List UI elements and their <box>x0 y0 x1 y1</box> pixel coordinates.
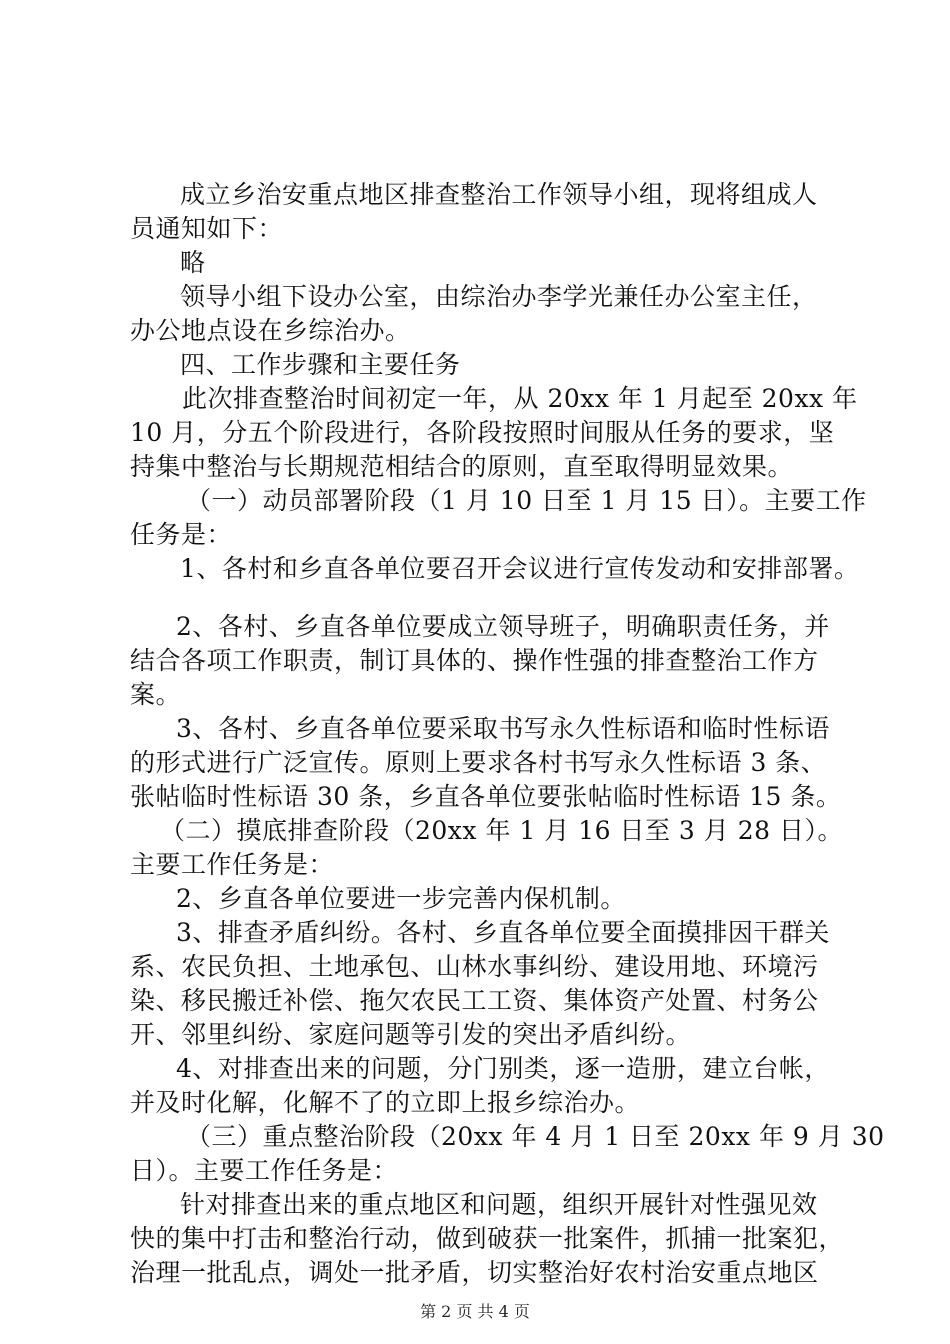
text-line: 案。 <box>130 680 182 709</box>
text-line: 10 月，分五个阶段进行，各阶段按照时间服从任务的要求，坚 <box>130 418 835 447</box>
text-line: 的形式进行广泛宣传。原则上要求各村书写永久性标语 3 条、 <box>130 748 827 777</box>
text-line: 此次排查整治时间初定一年，从 20xx 年 1 月起至 20xx 年 <box>182 384 858 413</box>
text-line: 结合各项工作职责，制订具体的、操作性强的排查整治工作方 <box>130 646 819 675</box>
text-line: 主要工作任务是： <box>130 850 335 879</box>
text-line: 员通知如下： <box>130 214 284 243</box>
text-line: 持集中整治与长期规范相结合的原则，直至取得明显效果。 <box>130 452 794 481</box>
text-line: 快的集中打击和整治行动，做到破获一批案件，抓捕一批案犯， <box>130 1224 845 1253</box>
text-line: 2、各村、乡直各单位要成立领导班子，明确职责任务，并 <box>176 612 830 641</box>
text-line: 针对排查出来的重点地区和问题，组织开展针对性强见效 <box>180 1190 818 1219</box>
text-line: （三）重点整治阶段（20xx 年 4 月 1 日至 20xx 年 9 月 30 <box>186 1122 885 1151</box>
text-line: 日）。主要工作任务是： <box>130 1156 399 1185</box>
text-line: 4、对排查出来的问题，分门别类，逐一造册，建立台帐， <box>176 1054 830 1083</box>
text-line: （二）摸底排查阶段（20xx 年 1 月 16 日至 3 月 28 日）。 <box>160 816 843 845</box>
text-line: 3、排查矛盾纠纷。各村、乡直各单位要全面摸排因干群关 <box>176 918 830 947</box>
text-line: 张帖临时性标语 30 条，乡直各单位要张帖临时性标语 15 条。 <box>130 782 842 811</box>
section-heading: 四、工作步骤和主要任务 <box>180 350 461 379</box>
text-line: 1、各村和乡直各单位要召开会议进行宣传发动和安排部署。 <box>180 554 860 583</box>
text-line: 治理一批乱点，调处一批矛盾，切实整治好农村治安重点地区 <box>130 1258 819 1287</box>
text-line: 任务是： <box>130 520 233 549</box>
text-line: 办公地点设在乡综治办。 <box>130 316 411 345</box>
text-line: 略 <box>180 248 206 277</box>
text-line: 并及时化解，化解不了的立即上报乡综治办。 <box>130 1088 641 1117</box>
text-line: 3、各村、乡直各单位要采取书写永久性标语和临时性标语 <box>176 714 830 743</box>
text-line: （一）动员部署阶段（1 月 10 日至 1 月 15 日）。主要工作 <box>186 486 867 515</box>
text-line: 领导小组下设办公室，由综治办李学光兼任办公室主任， <box>180 282 818 311</box>
text-line: 2、乡直各单位要进一步完善内保机制。 <box>176 884 626 913</box>
text-line: 系、农民负担、土地承包、山林水事纠纷、建设用地、环境污 <box>130 952 819 981</box>
text-line: 成立乡治安重点地区排查整治工作领导小组，现将组成人 <box>180 180 818 209</box>
text-line: 开、邻里纠纷、家庭问题等引发的突出矛盾纠纷。 <box>130 1020 692 1049</box>
page-number-footer: 第 2 页 共 4 页 <box>420 1302 530 1321</box>
text-line: 染、移民搬迁补偿、拖欠农民工工资、集体资产处置、村务公 <box>130 986 819 1015</box>
